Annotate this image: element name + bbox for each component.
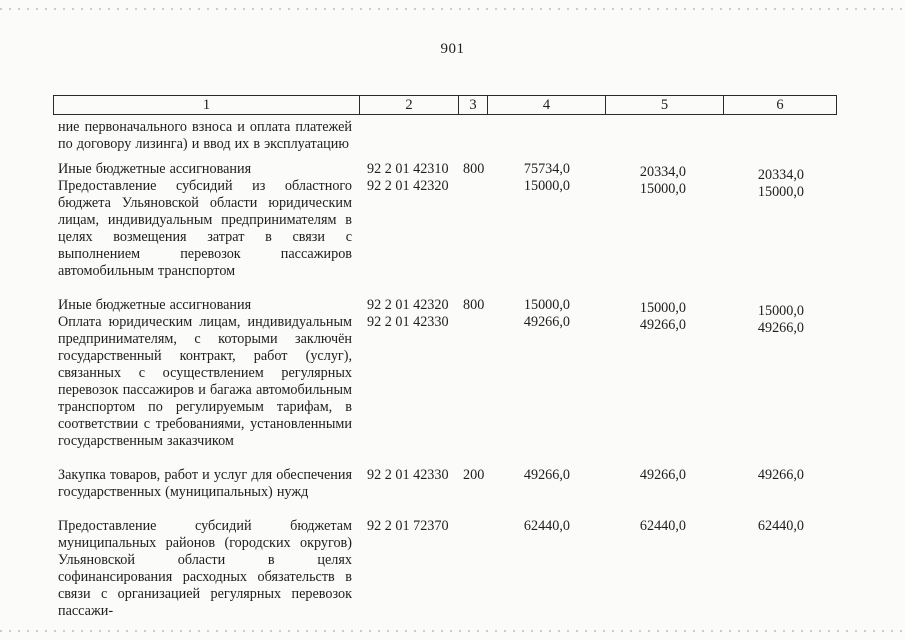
row-code: 92 2 01 42310	[367, 161, 449, 177]
table-row	[58, 518, 848, 619]
scan-edge-top	[0, 8, 905, 10]
row-expense-type: 800	[463, 297, 485, 313]
table-body	[58, 119, 848, 619]
header-col-3: 3	[459, 96, 488, 114]
header-col-5: 5	[606, 96, 724, 114]
row-value-col5: 15000,0	[639, 181, 686, 197]
row-description: Иные бюджетные ассигнования	[58, 297, 252, 313]
header-col-1: 1	[54, 96, 360, 114]
row-description: Закупка товаров, работ и услуг для обеспечения государственных (муниципальных) нужд	[58, 467, 352, 500]
scan-edge-bottom	[0, 630, 905, 632]
table-row	[58, 314, 848, 467]
row-value-col5: 49266,0	[639, 467, 686, 483]
row-description: Предоставление субсидий из областного бюджета Ульяновской области юридическим лицам, индивидуальным предпринимателям в целях возмещения затрат в связи с выполнением перевозок пассажиров автомобильным транспортом	[58, 178, 352, 279]
row-value-col6: 49266,0	[757, 467, 804, 483]
row-value-col4: 62440,0	[523, 518, 570, 534]
table-row	[58, 178, 848, 297]
row-value-col4: 15000,0	[523, 297, 570, 313]
row-expense-type: 200	[463, 467, 485, 483]
row-value-col4: 49266,0	[523, 467, 570, 483]
row-code: 92 2 01 42320	[367, 178, 449, 194]
row-code: 92 2 01 42320	[367, 297, 449, 313]
row-value-col5: 15000,0	[639, 300, 686, 316]
row-code: 92 2 01 72370	[367, 518, 449, 534]
row-description: Иные бюджетные ассигнования	[58, 161, 252, 177]
header-col-6: 6	[776, 97, 784, 113]
row-value-col6: 15000,0	[757, 303, 804, 319]
row-code: 92 2 01 42330	[367, 467, 449, 483]
row-value-col6: 15000,0	[757, 184, 804, 200]
header-col-2: 2	[360, 96, 459, 114]
table-row	[58, 161, 848, 183]
row-value-col6: 49266,0	[757, 320, 804, 336]
row-value-col5: 20334,0	[639, 164, 686, 180]
row-value-col5: 62440,0	[639, 518, 686, 534]
table-row	[58, 297, 848, 319]
row-code: 92 2 01 42330	[367, 314, 449, 330]
row-description: Предоставление субсидий бюджетам муниципальных районов (городских округов) Ульяновской области в целях софинансирования расходных обязательств в связи с организацией регулярных перевозок пассажи-	[58, 518, 352, 619]
row-value-col4: 49266,0	[523, 314, 570, 330]
row-value-col6: 62440,0	[757, 518, 804, 534]
table-row	[58, 119, 848, 161]
row-expense-type: 800	[463, 161, 485, 177]
row-value-col6: 20334,0	[757, 167, 804, 183]
row-description: ние первоначального взноса и оплата платежей по договору лизинга) и ввод их в эксплуатацию	[58, 119, 352, 152]
table-header	[53, 95, 837, 115]
row-description: Оплата юридическим лицам, индивидуальным предпринимателям, с которыми заключён государственный контракт, работ (услуг), связанных с осуществлением регулярных перевозок пассажиров и багажа автомобильным транспортом по регулируемым тарифам, в соответствии с требованиями, установленными государственным заказчиком	[58, 314, 352, 449]
table-row	[58, 467, 848, 518]
header-col-4: 4	[488, 96, 606, 114]
row-value-col4: 75734,0	[523, 161, 570, 177]
row-value-col5: 49266,0	[639, 317, 686, 333]
row-value-col4: 15000,0	[523, 178, 570, 194]
page-number: 901	[440, 41, 465, 57]
